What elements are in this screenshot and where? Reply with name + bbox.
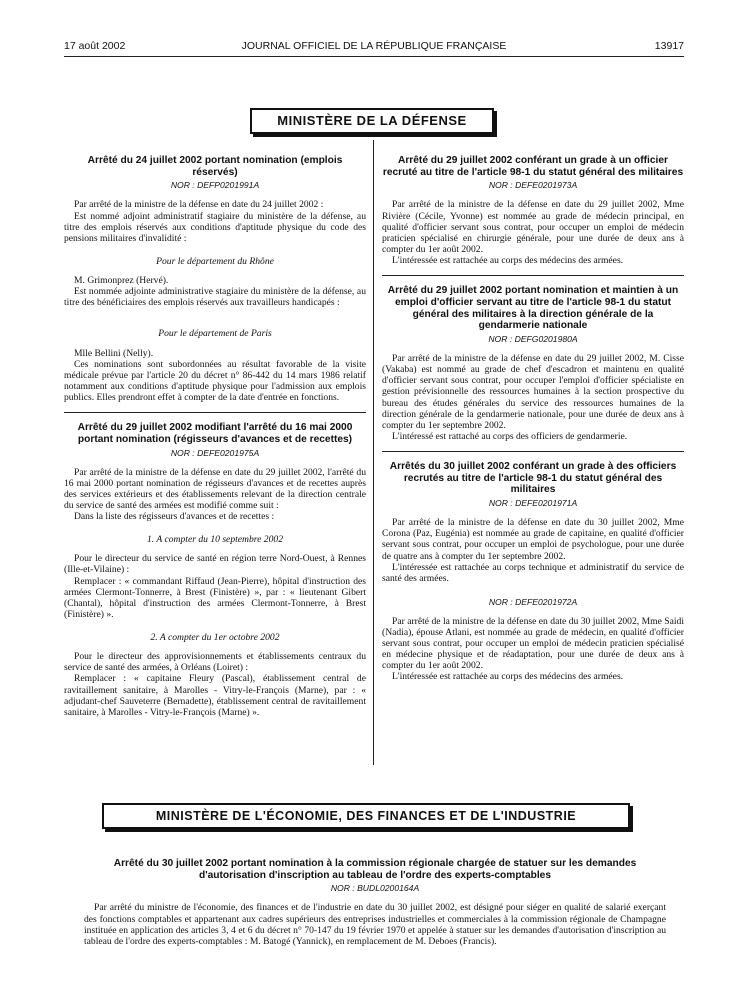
article-title: Arrêtés du 30 juillet 2002 conférant un grade à des officiers recrutés au titre de l'article 98-1 du statut général des militaires bbox=[389, 461, 677, 496]
header-rule bbox=[64, 56, 684, 57]
paragraph: L'intéressé est rattaché au corps des officiers de gendarmerie. bbox=[392, 430, 628, 442]
page-number: 13917 bbox=[654, 40, 684, 52]
nor-reference: NOR : DEFP0201991A bbox=[170, 180, 260, 191]
section-divider bbox=[382, 451, 684, 452]
nor-reference: NOR : DEFE0201973A bbox=[488, 180, 578, 191]
article-title: Arrêté du 29 juillet 2002 portant nomination et maintien à un emploi d'officier servant au titre de l'article 98-1 du statut général des militaires à la direction générale de la gendarmerie nationale bbox=[387, 285, 679, 332]
paragraph: Par arrêté du ministre de l'économie, des finances et de l'industrie en date du 30 juillet 2002, est désigné pour siéger en qualité de salarié exerçant des fonctions comptables et appartenant aux cadres supérieurs des entreprises industrielles et commerciales à la commission régionale de Champagne instituée en application des articles 3, 4 et 6 du décret n° 70-147 du 19 février 1970 et appelée à statuer sur les demandes d'autorisation d'inscription au tableau de l'ordre des experts-comptables : M. Batogé (Yannick), en remplacement de M. Deboes (Francis). bbox=[84, 902, 666, 947]
date-heading: 1. A compter du 10 septembre 2002 bbox=[147, 534, 283, 546]
paragraph: Dans la liste des régisseurs d'avances et de recettes : bbox=[74, 511, 275, 523]
department-heading: Pour le département de Paris bbox=[158, 328, 272, 340]
paragraph: Par arrêté de la ministre de la défense en date du 29 juillet 2002, Mme Rivière (Cécile, Yvonne) est nommée au grade de médecin principal, en qualité d'officier servant sous contrat, pour occuper un emploi de médecin praticien spécialisé en chirurgie générale, pour une durée de deux ans à compter du 1er août 2002. bbox=[382, 199, 684, 255]
section-divider bbox=[382, 275, 684, 276]
paragraph: Par arrêté de la ministre de la défense en date du 29 juillet 2002, l'arrêté du 16 mai 2000 portant nomination de régisseurs d'avances et de recettes auprès des services extérieurs et des établissements relevant de la direction centrale du service de santé des armées est modifié comme suit : bbox=[64, 466, 366, 511]
ministry-title-economy: MINISTÈRE DE L'ÉCONOMIE, DES FINANCES ET DE L'INDUSTRIE bbox=[102, 803, 630, 829]
paragraph: Mlle Bellini (Nelly). bbox=[74, 347, 154, 359]
department-heading: Pour le département du Rhône bbox=[156, 255, 274, 267]
paragraph: Par arrêté de la ministre de la défense en date du 24 juillet 2002 : bbox=[74, 199, 324, 211]
paragraph: Par arrêté de la ministre de la défense en date du 29 juillet 2002, M. Cisse (Vakaba) est nommé au grade de chef d'escadron et maintenu en qualité d'officier servant sous contrat, pour occuper l'emploi d'officier spécialiste en gestion prévisionnelle des ressources humaines à la section prospective du bureau des études générales du service des ressources humaines de la direction générale de la gendarmerie nationale, pour une durée de deux ans à compter du 1er septembre 2002. bbox=[382, 353, 684, 431]
nor-reference: NOR : DEFE0201972A bbox=[488, 596, 578, 607]
section-divider bbox=[64, 412, 366, 413]
paragraph: L'intéressée est rattachée au corps des médecins des armées. bbox=[392, 671, 624, 683]
paragraph: Par arrêté de la ministre de la défense en date du 30 juillet 2002, Mme Corona (Paz, Eugénia) est nommée au grade de capitaine, en qualité d'officier servant sous contrat, pour occuper un emploi de psychologue, pour une durée de quatre ans à compter du 1er septembre 2002. bbox=[382, 517, 684, 562]
article-title: Arrêté du 30 juillet 2002 portant nomination à la commission régionale chargée de statuer sur les demandes d'autorisation d'inscription au tableau de l'ordre des experts-comptables bbox=[113, 858, 637, 881]
date-heading: 2. A compter du 1er octobre 2002 bbox=[150, 632, 280, 644]
paragraph: Ces nominations sont subordonnées au résultat favorable de la visite médicale prévue par l'article 20 du décret n° 86-442 du 14 mars 1986 relatif notamment aux conditions d'aptitude physique pour l'admission aux emplois publics. Elles prendront effet à compter de la date d'entrée en fonctions. bbox=[64, 358, 366, 404]
paragraph: L'intéressée est rattachée au corps des médecins des armées. bbox=[392, 255, 624, 267]
paragraph: Est nommée adjointe administrative stagiaire du ministère de la défense, au titre des bénéficiaires des emplois réservés aux travailleurs handicapés : bbox=[64, 286, 366, 309]
article-title: Arrêté du 29 juillet 2002 conférant un grade à un officier recruté au titre de l'article 98-1 du statut général des militaires bbox=[382, 155, 684, 178]
nor-reference: NOR : DEFE0201971A bbox=[488, 498, 578, 509]
article-title: Arrêté du 29 juillet 2002 modifiant l'arrêté du 16 mai 2000 portant nomination (régisseurs d'avances et de recettes) bbox=[77, 422, 353, 445]
left-column bbox=[64, 155, 366, 718]
paragraph: L'intéressée est rattachée au corps technique et administratif du service de santé des armées. bbox=[382, 561, 684, 584]
right-column bbox=[382, 155, 684, 683]
nor-reference: NOR : BUDL0200164A bbox=[330, 883, 420, 894]
paragraph: Par arrêté de la ministre de la défense en date du 30 juillet 2002, Mme Saidi (Nadia), épouse Atlani, est nommée au grade de médecin, en qualité d'officier servant sous contrat, pour occuper un emploi de médecin praticien spécialisé en médecine physique et de réadaptation, pour une durée de deux ans à compter du 1er août 2002. bbox=[382, 615, 684, 672]
paragraph: M. Grimonprez (Hervé). bbox=[74, 275, 169, 287]
paragraph: Remplacer : « capitaine Fleury (Pascal), établissement central de ravitaillement sanitaire, à Marolles - Vitry-le-François (Marne), par : « adjudant-chef Sauveterre (Bernadette), établissement central de ravitaillement sanitaire, à Marolles - Vitry-le-François (Marne) ». bbox=[64, 673, 366, 718]
paragraph: Remplacer : « commandant Riffaud (Jean-Pierre), hôpital d'instruction des armées Clermont-Tonnerre, à Brest (Finistère) », par : « lieutenant Gibert (Chantal), hôpital d'instruction des armées Clermont-Tonnerre, à Brest (Finistère) ». bbox=[64, 575, 366, 620]
ministry-title-defense: MINISTÈRE DE LA DÉFENSE bbox=[250, 108, 494, 134]
bottom-article bbox=[84, 858, 666, 947]
nor-reference: NOR : DEFG0201980A bbox=[488, 334, 578, 345]
nor-reference: NOR : DEFE0201975A bbox=[170, 447, 260, 458]
paragraph: Pour le directeur du service de santé en région terre Nord-Ouest, à Rennes (Ille-et-Vilaine) : bbox=[64, 553, 366, 576]
article-title: Arrêté du 24 juillet 2002 portant nomination (emplois réservés) bbox=[87, 155, 343, 178]
header-date: 17 août 2002 bbox=[64, 40, 126, 52]
paragraph: Pour le directeur des approvisionnements et établissements centraux du service de santé des armées, à Orléans (Loiret) : bbox=[64, 651, 366, 674]
page-header bbox=[64, 40, 684, 54]
column-divider bbox=[373, 140, 374, 765]
journal-title: JOURNAL OFFICIEL DE LA RÉPUBLIQUE FRANÇAISE bbox=[241, 40, 507, 52]
paragraph: Est nommé adjoint administratif stagiaire du ministère de la défense, au titre des emplois réservés aux conditions d'aptitude physique du code des pensions militaires d'invalidité : bbox=[64, 210, 366, 244]
